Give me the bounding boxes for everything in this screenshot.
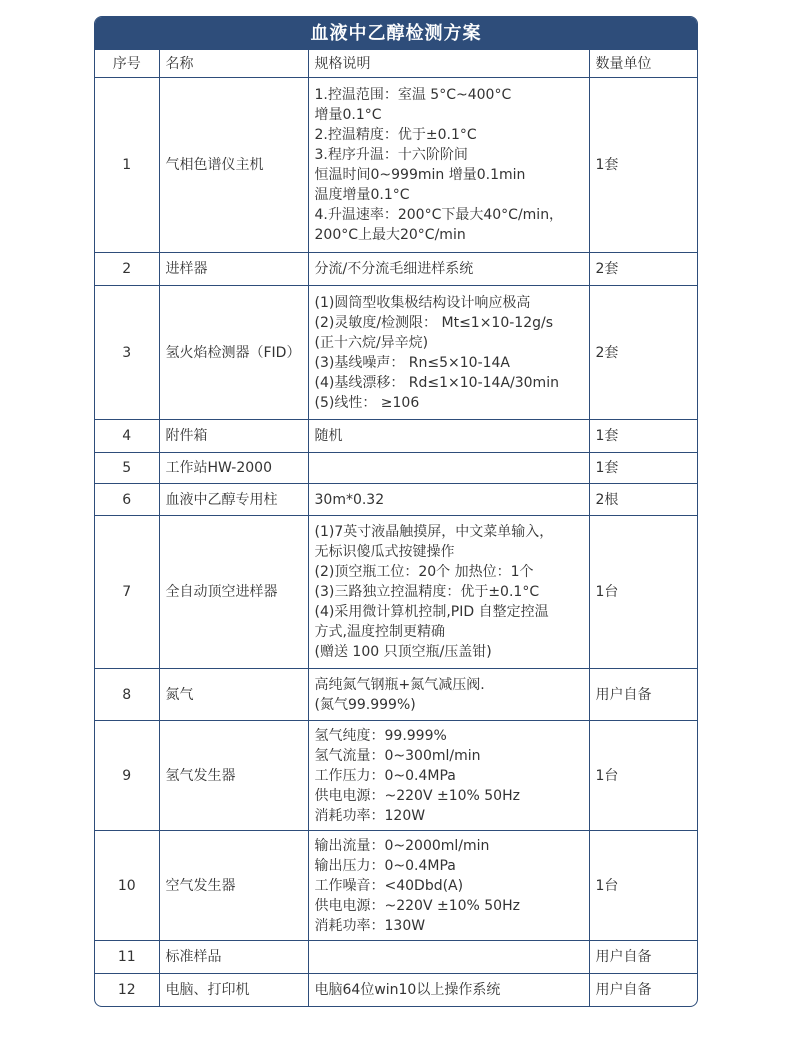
- cell-no: 6: [95, 484, 159, 516]
- spec-line: (3)三路独立控温精度：优于±0.1°C: [314, 584, 540, 600]
- spec-line: 200°C上最大20°C/min: [314, 227, 466, 243]
- cell-no: 11: [95, 941, 159, 974]
- cell-name: 气相色谱仪主机: [159, 78, 308, 253]
- cell-spec: [308, 420, 589, 453]
- spec-line: (2)顶空瓶工位：20个 加热位：1个: [314, 564, 534, 580]
- spec-line: 输出流量：0~2000ml/min: [314, 837, 490, 854]
- cell-no: 4: [95, 420, 159, 453]
- cell-name: 氢火焰检测器（FID）: [159, 286, 308, 420]
- spec-line: (1)圆筒型收集极结构设计响应极高: [314, 294, 531, 311]
- cell-qty: 用户自备: [589, 974, 697, 1006]
- spec-line: 工作噪音：<40Dbd(A): [314, 877, 464, 894]
- spec-line: (1)7英寸液晶触摸屏，中文菜单输入，: [314, 524, 554, 540]
- spec-line: 高纯氮气钢瓶+氮气减压阀.: [314, 676, 485, 693]
- header-spec: 规格说明: [308, 50, 589, 78]
- spec-line: 30m*0.32: [314, 491, 385, 508]
- spec-line: 电脑64位win10以上操作系统: [314, 981, 501, 998]
- cell-spec: [308, 286, 589, 420]
- cell-qty: 2套: [589, 286, 697, 420]
- cell-no: 9: [95, 721, 159, 831]
- cell-qty: 1套: [589, 453, 697, 484]
- table-row: [95, 78, 697, 253]
- cell-name: 氮气: [159, 669, 308, 721]
- spec-line: (正十六烷/异辛烷): [314, 334, 429, 351]
- table-row: [95, 721, 697, 831]
- table-row: [95, 420, 697, 453]
- cell-name: 标准样品: [159, 941, 308, 974]
- spec-line: 4.升温速率：200°C下最大40°C/min，: [314, 207, 564, 223]
- table-row: [95, 484, 697, 516]
- cell-no: 5: [95, 453, 159, 484]
- table-row: [95, 941, 697, 974]
- cell-spec: [308, 484, 589, 516]
- cell-qty: 2根: [589, 484, 697, 516]
- spec-line: 恒温时间0~999min 增量0.1min: [314, 167, 526, 183]
- spec-line: (3)基线噪声： Rn≤5×10-14A: [314, 354, 511, 371]
- cell-no: 10: [95, 831, 159, 941]
- table-row: [95, 516, 697, 669]
- spec-line: 输出压力：0~0.4MPa: [314, 857, 456, 874]
- spec-line: 工作压力：0~0.4MPa: [314, 767, 456, 784]
- cell-qty: 1台: [589, 831, 697, 941]
- cell-name: 工作站HW-2000: [159, 453, 308, 484]
- table-row: [95, 453, 697, 484]
- cell-spec: [308, 721, 589, 831]
- spec-line: 供电电源：~220V ±10% 50Hz: [314, 787, 520, 804]
- spec-line: 消耗功率：120W: [314, 807, 426, 824]
- spec-line: 2.控温精度：优于±0.1°C: [314, 127, 477, 143]
- spec-line: (赠送 100 只顶空瓶/压盖钳): [314, 644, 492, 660]
- plan-table-card: [94, 16, 698, 1007]
- cell-spec: [308, 669, 589, 721]
- cell-qty: 1台: [589, 516, 697, 669]
- cell-qty: 1套: [589, 78, 697, 253]
- cell-spec: [308, 253, 589, 286]
- cell-spec: [308, 941, 589, 974]
- cell-qty: 1台: [589, 721, 697, 831]
- cell-no: 3: [95, 286, 159, 420]
- spec-line: 分流/不分流毛细进样系统: [314, 261, 474, 277]
- cell-qty: 用户自备: [589, 669, 697, 721]
- cell-spec: [308, 516, 589, 669]
- cell-name: 空气发生器: [159, 831, 308, 941]
- spec-line: 供电电源：~220V ±10% 50Hz: [314, 897, 520, 914]
- cell-name: 进样器: [159, 253, 308, 286]
- cell-no: 1: [95, 78, 159, 253]
- cell-spec: [308, 453, 589, 484]
- spec-line: 氢气纯度：99.999%: [314, 727, 447, 744]
- cell-name: 氢气发生器: [159, 721, 308, 831]
- spec-line: (4)基线漂移： Rd≤1×10-14A/30min: [314, 374, 559, 391]
- cell-name: 血液中乙醇专用柱: [159, 484, 308, 516]
- spec-line: (氮气99.999%): [314, 696, 416, 713]
- table-row: [95, 831, 697, 941]
- table-row: [95, 669, 697, 721]
- spec-line: 消耗功率：130W: [314, 917, 426, 934]
- header-name: 名称: [159, 50, 308, 78]
- cell-name: 附件箱: [159, 420, 308, 453]
- cell-no: 12: [95, 974, 159, 1006]
- spec-line: 无标识傻瓜式按键操作: [314, 544, 455, 560]
- spec-line: 1.控温范围：室温 5°C~400°C: [314, 87, 512, 103]
- cell-qty: 用户自备: [589, 941, 697, 974]
- equipment-table: [95, 50, 697, 1006]
- cell-qty: 1套: [589, 420, 697, 453]
- cell-qty: 2套: [589, 253, 697, 286]
- table-row: [95, 286, 697, 420]
- cell-no: 2: [95, 253, 159, 286]
- header-qty: 数量单位: [589, 50, 697, 78]
- header-no: 序号: [95, 50, 159, 78]
- cell-name: 全自动顶空进样器: [159, 516, 308, 669]
- cell-spec: [308, 831, 589, 941]
- spec-line: (4)采用微计算机控制,PID 自整定控温: [314, 604, 549, 620]
- spec-line: 温度增量0.1°C: [314, 187, 410, 203]
- spec-line: 方式,温度控制更精确: [314, 624, 445, 640]
- cell-no: 7: [95, 516, 159, 669]
- spec-line: (5)线性： ≥106: [314, 394, 420, 411]
- table-title: 血液中乙醇检测方案: [95, 17, 697, 50]
- spec-line: 3.程序升温：十六阶阶间: [314, 147, 468, 163]
- cell-spec: [308, 974, 589, 1006]
- cell-no: 8: [95, 669, 159, 721]
- table-row: [95, 253, 697, 286]
- spec-line: 增量0.1°C: [314, 107, 382, 123]
- header-row: [95, 50, 697, 78]
- spec-line: (2)灵敏度/检测限： Mt≤1×10-12g/s: [314, 314, 554, 331]
- spec-line: 氢气流量：0~300ml/min: [314, 747, 481, 764]
- cell-name: 电脑、打印机: [159, 974, 308, 1006]
- table-row: [95, 974, 697, 1006]
- cell-spec: [308, 78, 589, 253]
- spec-line: 随机: [314, 428, 343, 444]
